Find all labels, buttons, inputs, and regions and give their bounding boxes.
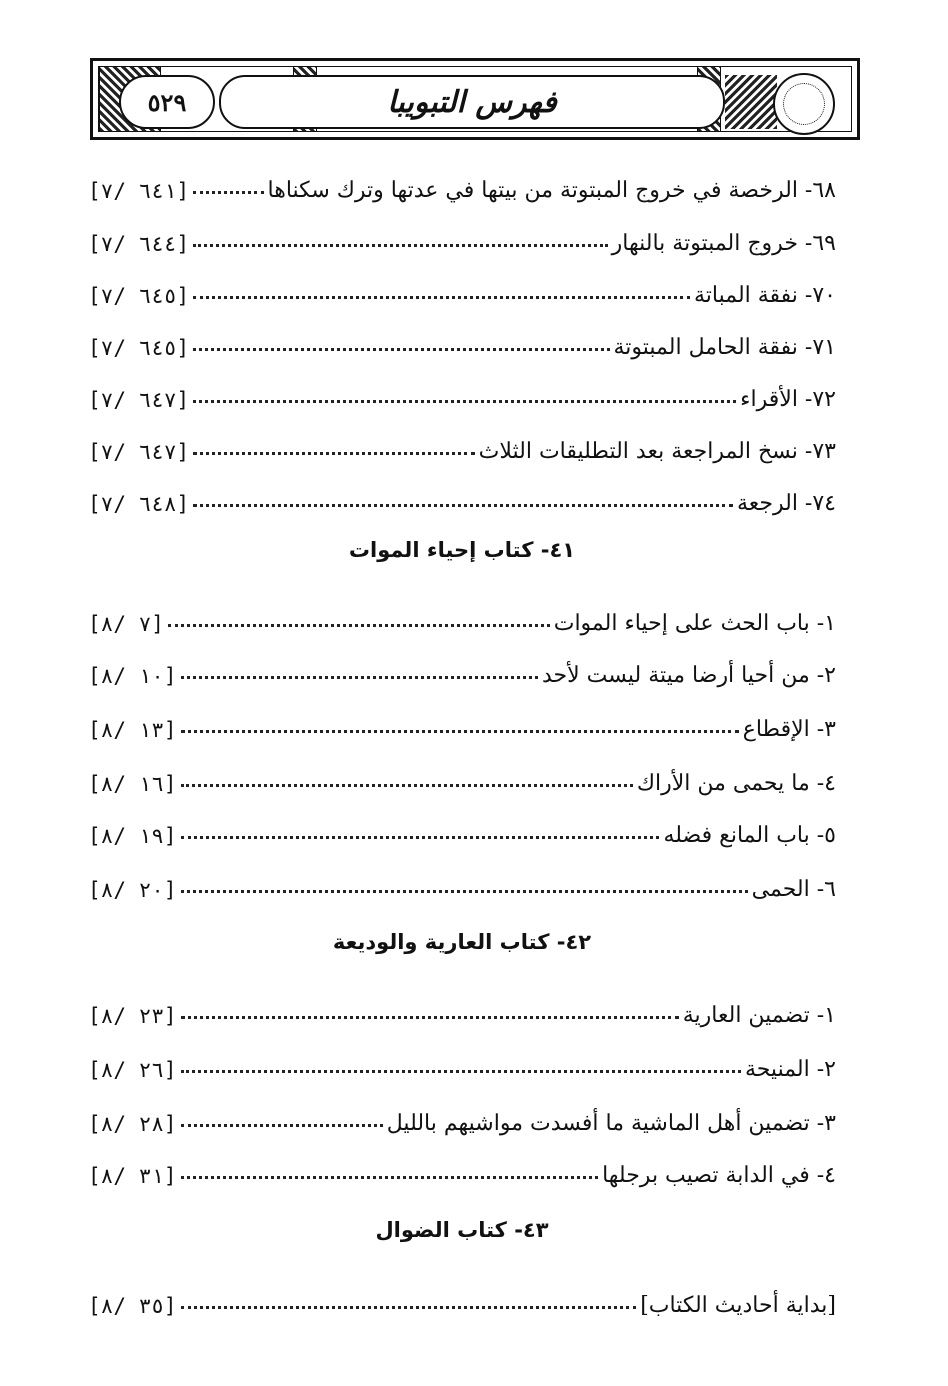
toc-ref: [٢٦ /٨] [88,1058,177,1082]
toc-ref: [٣٥ /٨] [88,1294,177,1318]
toc-ref: [٣١ /٨] [88,1164,177,1188]
toc-ref: [١٠ /٨] [88,664,177,688]
toc-title: [بداية أحاديث الكتاب] [640,1293,836,1318]
toc-row [88,862,836,902]
toc-ref: [١٣ /٨] [88,718,177,742]
leader-dots [193,190,263,194]
toc-ref: [٢٣ /٨] [88,1004,177,1028]
leader-dots [193,347,609,351]
leader-dots [181,729,739,733]
leader-dots [193,399,736,403]
toc-row [88,1042,836,1082]
toc-row [88,988,836,1028]
toc-row [88,756,836,796]
ornament-right [725,75,777,129]
toc-title: ٧٢- الأقراء [740,387,836,412]
toc-title: ٣- الإقطاع [742,717,836,742]
page-number: ٥٢٩ [119,75,215,129]
toc-row [88,1278,836,1318]
section-heading: ٤٢- كتاب العارية والوديعة [332,930,592,954]
toc-title: ٢- المنيحة [744,1057,836,1082]
leader-dots [181,1015,679,1019]
toc-title: ٤- في الدابة تصيب برجلها [602,1163,836,1188]
leader-dots [181,1123,383,1127]
toc-row [88,424,836,464]
toc-title: ٧١- نفقة الحامل المبتوتة [613,335,836,360]
toc-ref: [٦٤١ /٧] [88,179,190,203]
leader-dots [168,623,550,627]
leader-dots [181,1305,637,1309]
toc-row [88,808,836,848]
leader-dots [193,503,733,507]
leader-dots [181,835,660,839]
toc-title: ١- تضمين العارية [682,1003,836,1028]
toc-ref: [٦٤٤ /٧] [88,232,190,256]
toc-row [88,163,836,203]
toc-title: ٥- باب المانع فضله [663,823,836,848]
leader-dots [181,1069,741,1073]
toc-title: ١- باب الحث على إحياء الموات [553,611,836,636]
leader-dots [181,675,538,679]
page-title: فهرس التبويبا [219,75,725,129]
toc-row [88,1148,836,1188]
toc-title: ٦٩- خروج المبتوتة بالنهار [611,231,836,256]
leader-dots [193,243,607,247]
toc-title: ٦- الحمى [751,877,836,902]
leader-dots [193,295,690,299]
section-heading: ٤١- كتاب إحياء الموات [348,538,576,562]
toc-row [88,372,836,412]
toc-row [88,320,836,360]
leader-dots [193,451,474,455]
toc-title: ٧٤- الرجعة [736,491,836,516]
header-frame [98,66,852,132]
toc-title: ٧٣- نسخ المراجعة بعد التطليقات الثلاث [478,439,836,464]
toc-row [88,476,836,516]
toc-row [88,648,836,688]
leader-dots [181,783,633,787]
toc-ref: [٢٠ /٨] [88,878,177,902]
toc-ref: [٧ /٨] [88,612,164,636]
toc-title: ٦٨- الرخصة في خروج المبتوتة من بيتها في عدتها وترك سكناها [267,178,836,203]
toc-title: ٧٠- نفقة المباتة [693,283,836,308]
toc-ref: [٦٤٥ /٧] [88,284,190,308]
toc-row [88,216,836,256]
leader-dots [181,889,748,893]
toc-ref: [٦٤٥ /٧] [88,336,190,360]
toc-ref: [١٦ /٨] [88,772,177,796]
quran-seal-icon [773,73,835,135]
leader-dots [181,1175,599,1179]
toc-title: ٣- تضمين أهل الماشية ما أفسدت مواشيهم بالليل [386,1111,836,1136]
toc-row [88,596,836,636]
toc-row [88,702,836,742]
toc-ref: [٦٤٧ /٧] [88,388,190,412]
toc-ref: [٦٤٧ /٧] [88,440,190,464]
section-heading: ٤٣- كتاب الضوال [375,1218,549,1242]
toc-title: ٢- من أحيا أرضا ميتة ليست لأحد [541,663,836,688]
toc-ref: [٦٤٨ /٧] [88,492,190,516]
toc-title: ٤- ما يحمى من الأراك [636,771,836,796]
toc-ref: [١٩ /٨] [88,824,177,848]
toc-row [88,1096,836,1136]
toc-row [88,268,836,308]
toc-ref: [٢٨ /٨] [88,1112,177,1136]
page-header [90,58,860,140]
